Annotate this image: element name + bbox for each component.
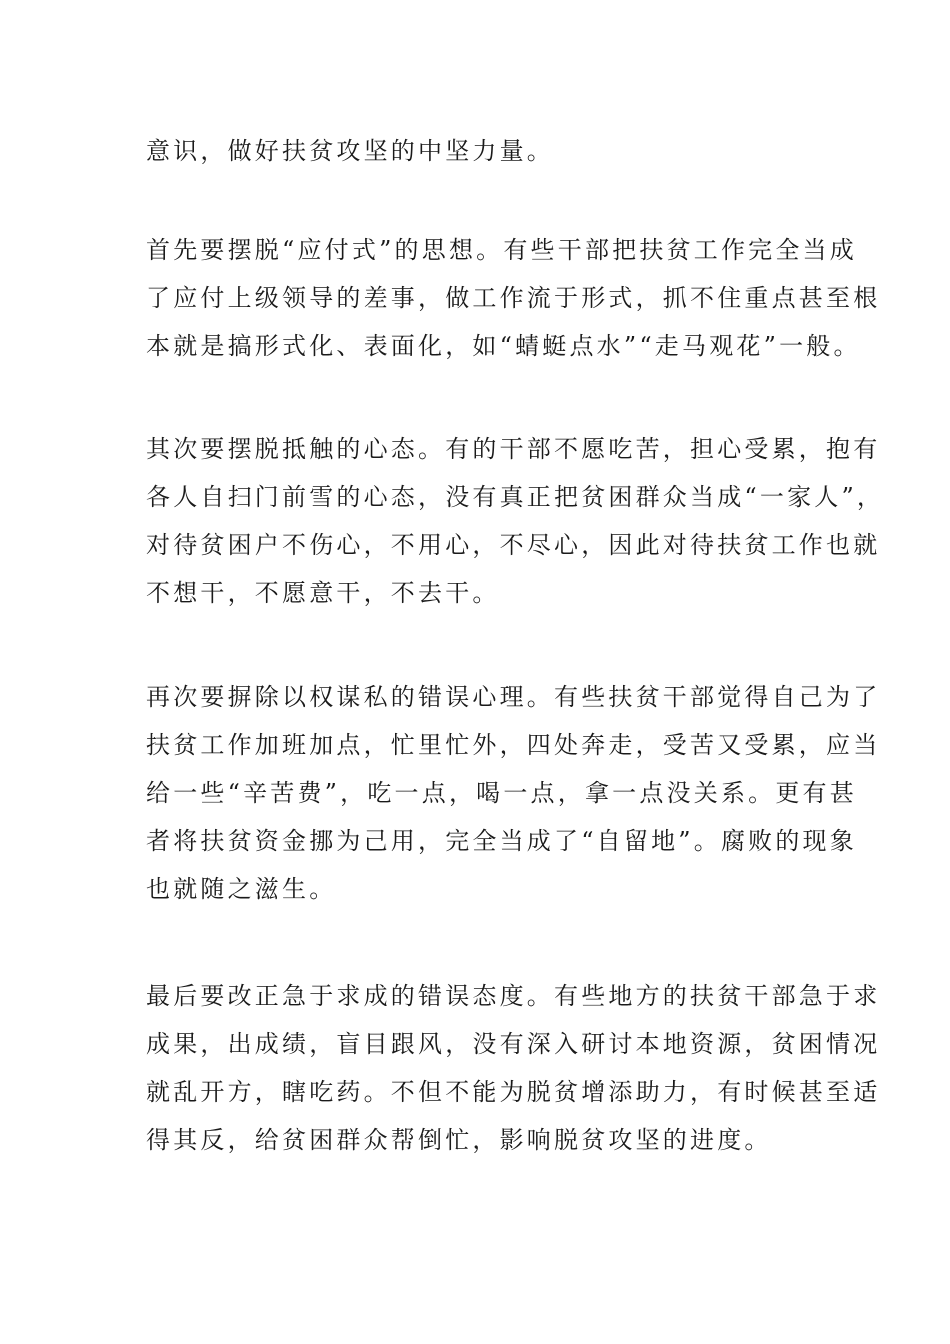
paragraph-3 — [146, 425, 885, 617]
paragraph-line: 就乱开方，瞎吃药。不但不能为脱贫增添助力，有时候甚至适 — [146, 1078, 881, 1106]
paragraph-line: 各人自扫门前雪的心态，没有真正把贫困群众当成“一家人”， — [146, 483, 885, 511]
paragraph-line: 成果，出成绩，盲目跟风，没有深入研讨本地资源，贫困情况 — [146, 1030, 881, 1058]
paragraph-line: 再次要摒除以权谋私的错误心理。有些扶贫干部觉得自己为了 — [146, 683, 881, 711]
paragraph-line: 首先要摆脱“应付式”的思想。有些干部把扶贫工作完全当成 — [146, 236, 857, 264]
paragraph-line: 得其反，给贫困群众帮倒忙，影响脱贫攻坚的进度。 — [146, 1126, 772, 1154]
paragraph-line: 也就随之滋生。 — [146, 875, 337, 903]
paragraph-line: 不想干，不愿意干，不去干。 — [146, 579, 500, 607]
paragraph-5 — [146, 972, 881, 1164]
paragraph-1 — [146, 127, 826, 175]
paragraph-4 — [146, 673, 881, 913]
paragraph-line: 给一些“辛苦费”，吃一点，喝一点，拿一点没关系。更有甚 — [146, 779, 857, 807]
paragraph-line: 最后要改正急于求成的错误态度。有些地方的扶贫干部急于求 — [146, 982, 881, 1010]
paragraph-line: 者将扶贫资金挪为己用，完全当成了“自留地”。腐败的现象 — [146, 827, 857, 855]
paragraph-line: 了应付上级领导的差事，做工作流于形式，抓不住重点甚至根 — [146, 284, 881, 312]
paragraph-line: 其次要摆脱抵触的心态。有的干部不愿吃苦，担心受累，抱有 — [146, 435, 881, 463]
paragraph-line: 对待贫困户不伤心，不用心，不尽心，因此对待扶贫工作也就 — [146, 531, 881, 559]
paragraph-line: 意识，做好扶贫攻坚的中坚力量。 — [146, 137, 554, 165]
paragraph-line: 扶贫工作加班加点，忙里忙外，四处奔走，受苦又受累，应当 — [146, 731, 881, 759]
paragraph-line: 本就是搞形式化、表面化，如“蜻蜓点水”“走马观花”一般。 — [146, 332, 861, 360]
paragraph-2 — [146, 226, 881, 370]
